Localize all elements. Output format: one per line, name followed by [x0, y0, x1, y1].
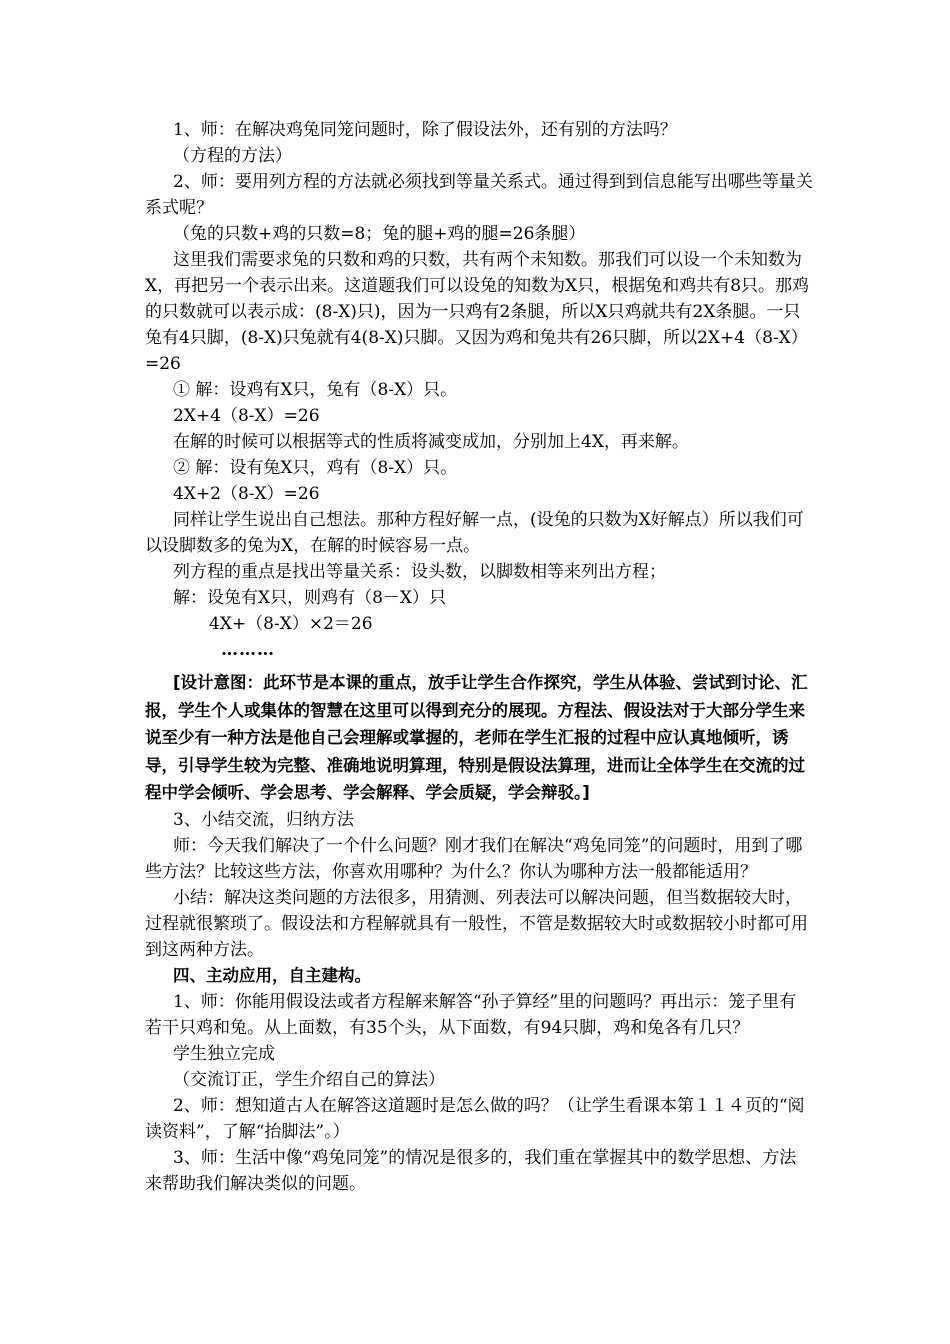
- paragraph-design-intent: [设计意图：此环节是本课的重点，放手让学生合作探究，学生从体验、尝试到讨论、汇报，学生个人或集体的智慧在这里可以得到充分的展现。方程法、假设法对于大部分学生来说至少有一种方法是他自己会理解或掌握的，老师在学生汇报的过程中应认真地倾听，诱导，引导学生较为完整、准确地说明算理，特别是假设法算理，进而让全体学生在交流的过程中学会倾听、学会思考、学会解释、学会质疑，学会辩驳。]: [145, 673, 808, 803]
- section-heading-4: 四、主动应用，自主建构。: [173, 965, 371, 985]
- paragraph-solution-1: ① 解：设鸡有X只，兔有（8-X）只。: [173, 380, 458, 400]
- paragraph-answer-equation: （方程的方法）: [173, 146, 292, 166]
- paragraph-key-point: 列方程的重点是找出等量关系：设头数，以脚数相等来列出方程；: [173, 562, 666, 582]
- paragraph-explanation: 这里我们需要求兔的只数和鸡的只数，共有两个未知数。那我们可以设一个未知数为X，再把另一个表示出来。这道题我们可以设兔的知数为X只，根据兔和鸡共有8只。那鸡的只数就可以表示成：(8-X)只)，因为一只鸡有2条腿，所以X只鸡就共有2X条腿。一只兔有4只脚，(8-X)只兔就有4(8-X)只脚。又因为鸡和兔共有26只脚，所以2X+4（8-X）=26: [145, 250, 810, 374]
- paragraph-ancient-method: 2、师：想知道古人在解答这道题时是怎么做的吗？（让学生看课本第１１４页的“阅读资料”，了解“抬脚法”。）: [145, 1095, 805, 1142]
- paragraph-ellipsis: ………: [221, 640, 275, 660]
- paragraph-section-3: 3、小结交流，归纳方法: [173, 809, 354, 830]
- paragraph-equation-3: 4X+（8-X）×2＝26: [209, 614, 373, 634]
- paragraph-solution-2: ② 解：设有兔X只，鸡有（8-X）只。: [173, 458, 458, 478]
- paragraph-independent: 学生独立完成: [173, 1043, 275, 1064]
- paragraph-apply-question: 1、师：你能用假设法或者方程解来解答“孙子算经”里的问题吗？再出示：笼子里有若干只鸡和兔。从上面数，有35个头，从下面数，有94只脚，鸡和兔各有几只？: [145, 991, 797, 1038]
- paragraph-equation-2: 4X+2（8-X）=26: [173, 484, 320, 504]
- document-page: [145, 117, 813, 1197]
- paragraph-question-2: 2、师：要用列方程的方法就必须找到等量关系式。通过得到到信息能写出哪些等量关系式呢？: [145, 172, 813, 218]
- paragraph-teacher-question: 师：今天我们解决了一个什么问题？刚才我们在解决“鸡兔同笼”的问题时，用到了哪些方法？比较这些方法，你喜欢用哪种？为什么？你认为哪种方法一般都能适用？: [145, 835, 803, 882]
- paragraph-compare-methods: 同样让学生说出自己想法。那种方程好解一点，(设兔的只数为X好解点）所以我们可以设脚数多的兔为X，在解的时候容易一点。: [145, 510, 804, 556]
- paragraph-relations: （兔的只数+鸡的只数=8；兔的腿+鸡的腿=26条腿）: [173, 224, 586, 244]
- paragraph-equation-1: 2X+4（8-X）=26: [173, 406, 320, 426]
- paragraph-exchange: （交流订正，学生介绍自己的算法）: [173, 1069, 445, 1090]
- paragraph-conclusion: 3、师：生活中像“鸡兔同笼”的情况是很多的，我们重在掌握其中的数学思想、方法来帮助我们解决类似的问题。: [145, 1147, 797, 1194]
- paragraph-solve-note: 在解的时候可以根据等式的性质将减变成加，分别加上4X，再来解。: [173, 432, 689, 452]
- paragraph-summary: 小结：解决这类问题的方法很多，用猜测、列表法可以解决问题，但当数据较大时，过程就很繁琐了。假设法和方程解就具有一般性，不管是数据较大时或数据较小时都可用到这两种方法。: [145, 887, 808, 960]
- paragraph-solution-3: 解：设兔有X只，则鸡有（8－X）只: [173, 588, 447, 608]
- paragraph-question-1: 1、师：在解决鸡兔同笼问题时，除了假设法外，还有别的方法吗？: [173, 120, 677, 140]
